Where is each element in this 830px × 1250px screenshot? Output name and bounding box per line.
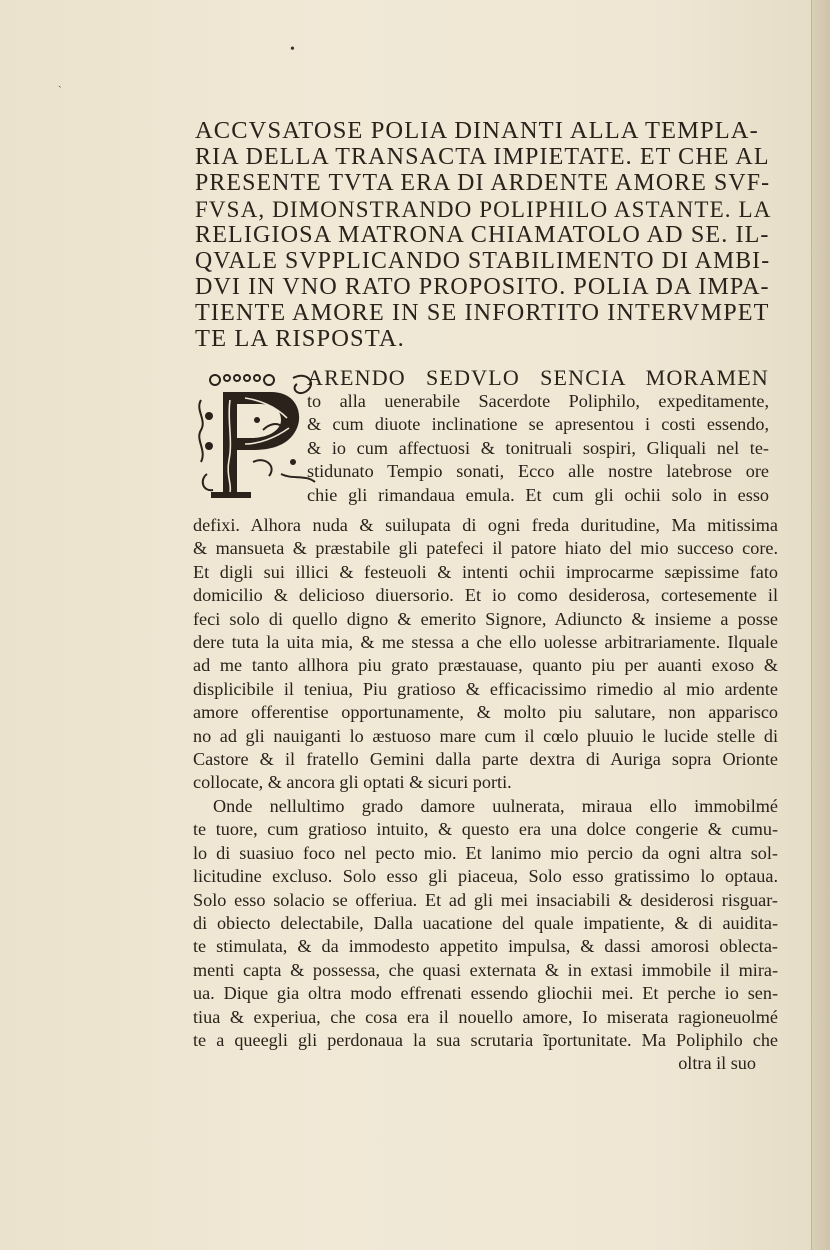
- text-line: defixi. Alhora nuda & suilupata di ogni freda duritudine, Ma mitissima: [193, 515, 778, 535]
- heading-line: ACCVSATOSE POLIA DINANTI ALLA TEMPLA-: [195, 117, 759, 144]
- decorated-initial-p: [193, 370, 321, 500]
- text-line: te a queegli gli perdonaua la sua scrutaria ĩportunitate. Ma Poliphilo che: [193, 1029, 778, 1050]
- heading-line: FVSA, DIMONSTRANDO POLIPHILO ASTANTE. LA: [195, 196, 772, 222]
- text-line: ad me tanto allhora piu grato præstauase, quanto piu per auanti exoso &: [193, 655, 778, 676]
- text-line: di obiecto delectabile, Dalla uacatione del quale impatiente, & di auidita-: [193, 912, 778, 933]
- text-line: & mansueta & præstabile gli patefeci il patore hiato del mio succeso core.: [193, 538, 778, 559]
- ink-speck: •: [290, 42, 295, 57]
- heading-line: RIA DELLA TRANSACTA IMPIETATE. ET CHE AL: [195, 144, 770, 170]
- text-line: ua. Dique gia oltra modo effrenati essendo gliochii mei. Et perche io sen-: [193, 983, 778, 1004]
- text-line: te stimulata, & da immodesto appetito impulsa, & dassi amorosi oblecta-: [193, 936, 778, 957]
- heading-line: RELIGIOSA MATRONA CHIAMATOLO AD SE. IL-: [195, 221, 770, 248]
- text-line: & io cum affectuosi & tonitruali sospiri, Gliquali nel te-: [307, 437, 769, 458]
- heading-line: TIENTE AMORE IN SE INFORTITO INTERVMPET: [195, 299, 770, 326]
- text-line: Et digli sui illici & festeuoli & intenti ochii improcarme sæpissime fato: [193, 561, 778, 582]
- text-line: to alla uenerabile Sacerdote Poliphilo, expeditamente,: [307, 391, 769, 411]
- text-line: tiua & experiua, che cosa era il nouello amore, Io miserata ragioneuolmé: [193, 1006, 778, 1027]
- text-line: lo di suasiuo foco nel pecto mio. Et lanimo mio percio da ogni altra sol-: [193, 842, 778, 863]
- text-line: dere tuta la uita mia, & me stessa a che ello uolesse arbitrariamente. Ilquale: [193, 632, 778, 653]
- heading-line: PRESENTE TVTA ERA DI ARDENTE AMORE SVF-: [195, 170, 771, 196]
- text-line: te tuore, cum gratioso intuito, & questo era una dolce congerie & cumu-: [193, 819, 778, 840]
- text-line: stidunato Tempio sonati, Ecco alle nostre latebrose ore: [307, 461, 769, 482]
- text-beside-initial: [307, 366, 769, 507]
- text-line: licitudine excluso. Solo esso gli piaceua, Solo esso gratissimo lo optaua.: [193, 866, 778, 887]
- body-text: [193, 514, 778, 1076]
- text-line: displicibile il teniua, Piu gratioso & efficacissimo rimedio al mio ardente: [193, 678, 778, 699]
- text-line: no ad gli nauiganti lo æstuoso mare cum il cœlo pluuio le lucide stelle di: [193, 725, 778, 746]
- ink-mark: ˏ: [58, 76, 62, 88]
- catchword-line: oltra il suo: [678, 1053, 756, 1074]
- heading-line: QVALE SVPPLICANDO STABILIMENTO DI AMBI-: [195, 248, 771, 274]
- chapter-heading: [195, 118, 775, 352]
- opening-line: ARENDO SEDVLO SENCIA MORAMEN: [307, 365, 769, 390]
- text-line: collocate, & ancora gli optati & sicuri porti.: [193, 772, 512, 793]
- paragraph-start-line: Onde nellultimo grado damore uulnerata, miraua ello immobilmé: [213, 795, 778, 816]
- text-line: feci solo di quello digno & emerito Signore, Adiuncto & insieme a posse: [193, 608, 778, 629]
- text-line: amore offerentise opportunamente, & molto piu salutare, non apparisco: [193, 702, 778, 723]
- text-line: & cum diuote inclinatione se apresentou i costi essendo,: [307, 414, 769, 435]
- text-line: menti capta & possessa, che quasi externata & in extasi immobile il mira-: [193, 959, 778, 980]
- text-line: Solo esso solacio se offeriua. Et ad gli mei insaciabili & desiderosi risguar-: [193, 889, 778, 910]
- page-edge: [811, 0, 830, 1250]
- text-line: chie gli rimandaua emula. Et cum gli ochii solo in esso: [307, 484, 769, 505]
- text-line: domicilio & delicioso diuersorio. Et io como desiderosa, cortesemente il: [193, 585, 778, 606]
- text-line: Castore & il fratello Gemini dalla parte dextra di Auriga sopra Orionte: [193, 749, 778, 770]
- heading-line: DVI IN VNO RATO PROPOSITO. POLIA DA IMPA-: [195, 274, 770, 300]
- heading-line: TE LA RISPOSTA.: [195, 325, 405, 352]
